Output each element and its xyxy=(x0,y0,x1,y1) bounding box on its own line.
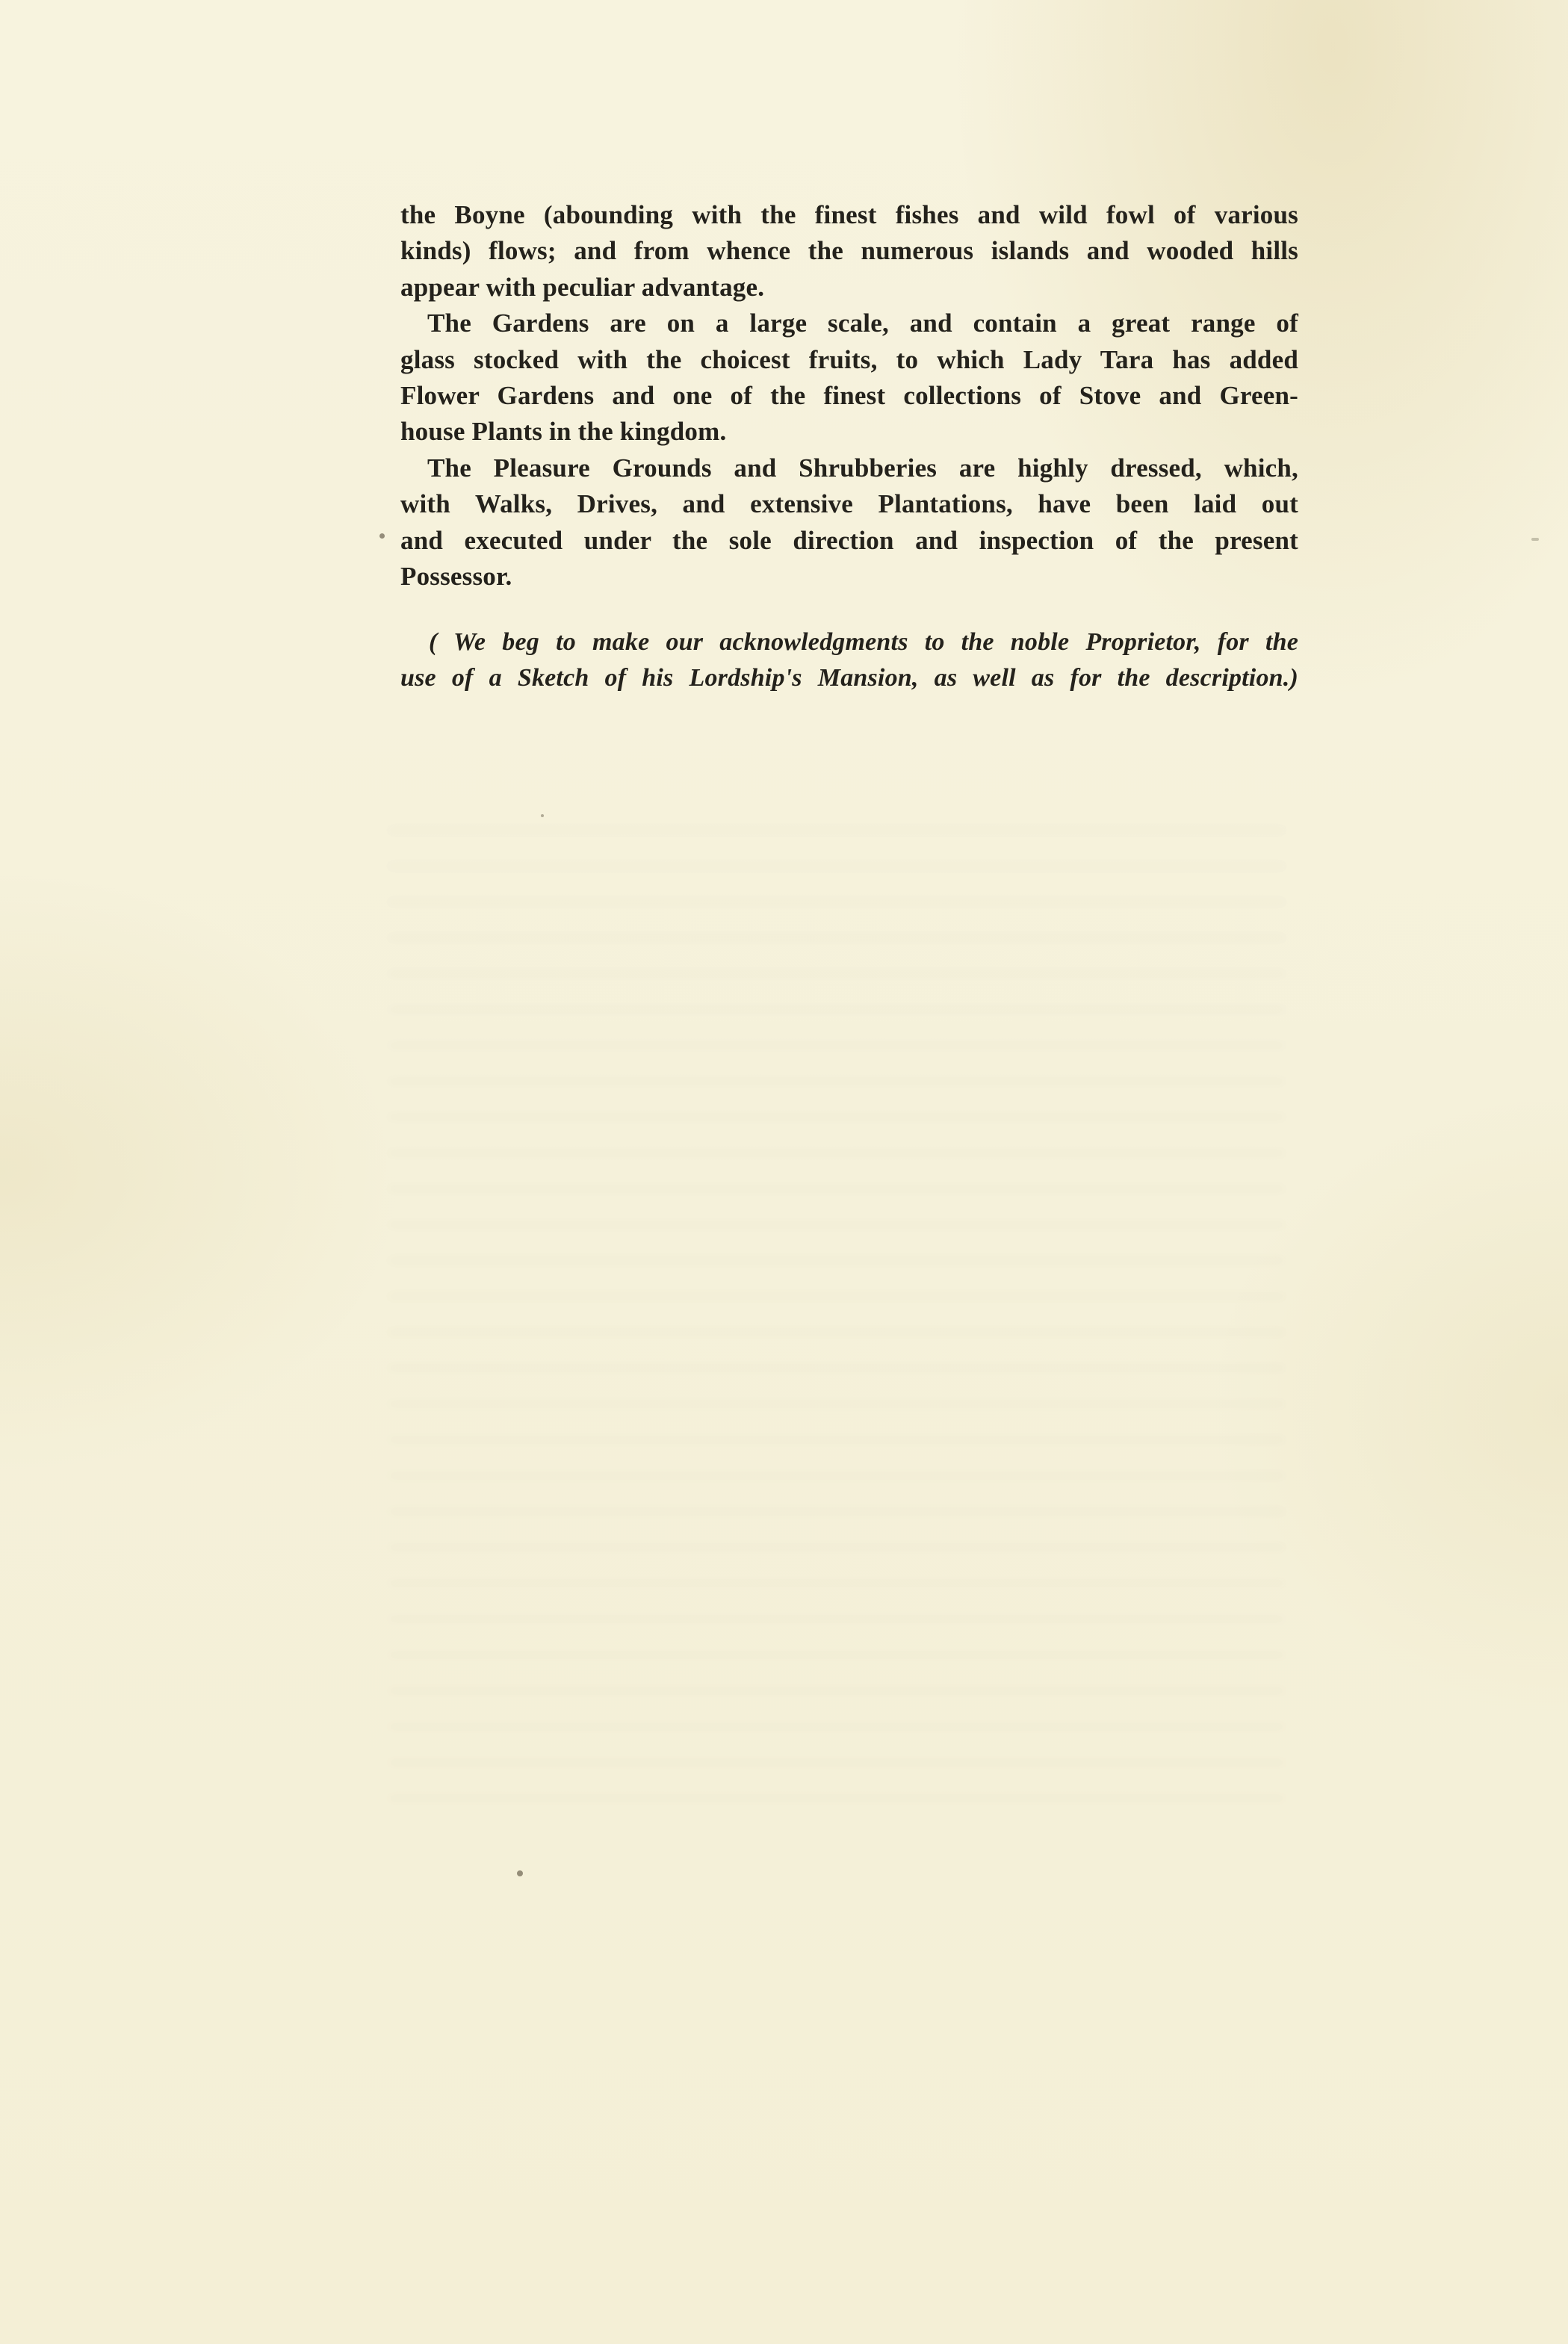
paper-speck xyxy=(1531,538,1539,541)
paragraph-gardens xyxy=(400,306,1298,450)
text-line: kinds) flows; and from whence the numerous islands and wooded hills xyxy=(400,236,1298,266)
text-line: ( We beg to make our acknowledgments to the noble Proprietor, for the xyxy=(429,628,1298,657)
reverse-page-show-through xyxy=(388,829,1285,1800)
text-line: use of a Sketch of his Lordship's Mansion, as well as for the description.) xyxy=(400,664,1298,692)
text-line: The Pleasure Grounds and Shrubberies are highly dressed, which, xyxy=(427,453,1298,483)
text-line: appear with peculiar advantage. xyxy=(400,272,765,302)
text-line: The Gardens are on a large scale, and contain a great range of xyxy=(427,308,1298,338)
paper-speck xyxy=(379,533,385,539)
paragraph-pleasure-grounds xyxy=(400,450,1298,595)
text-line: glass stocked with the choicest fruits, to which Lady Tara has added xyxy=(400,344,1298,374)
paper-speck xyxy=(517,1870,523,1876)
acknowledgment-note xyxy=(400,624,1298,696)
text-line: the Boyne (abounding with the finest fishes and wild fowl of various xyxy=(400,200,1298,229)
text-line: Flower Gardens and one of the finest collections of Stove and Green- xyxy=(400,381,1298,411)
paper-speck xyxy=(541,814,544,817)
text-line: and executed under the sole direction and inspection of the present xyxy=(400,525,1298,555)
text-line: Possessor. xyxy=(400,562,512,592)
paragraph-boyne xyxy=(400,197,1298,306)
body-text xyxy=(400,197,1298,696)
text-line: house Plants in the kingdom. xyxy=(400,417,727,447)
text-line: with Walks, Drives, and extensive Plantations, have been laid out xyxy=(400,489,1298,519)
